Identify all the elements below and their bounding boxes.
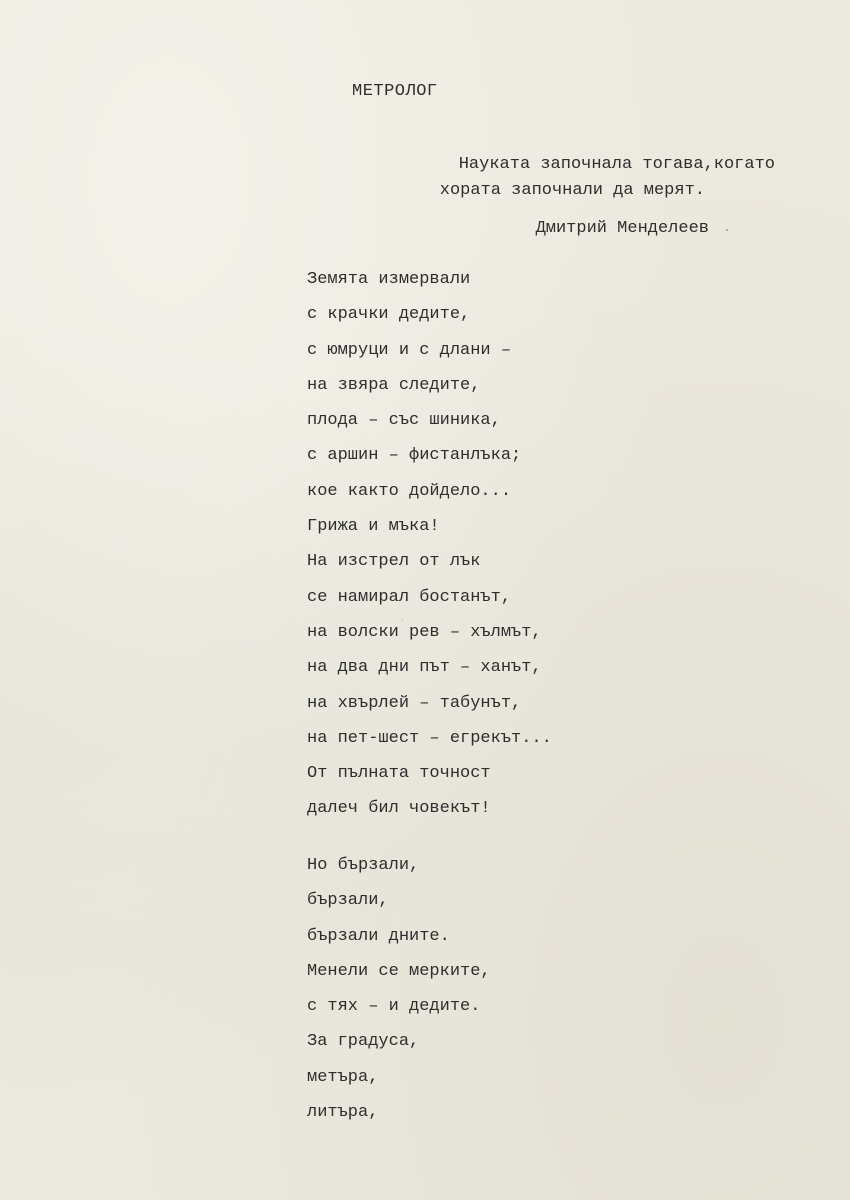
poem-line: На изстрел от лък: [307, 552, 481, 572]
epigraph-author: Дмитрий Менделеев: [535, 219, 709, 238]
poem-line: с юмруци и с длани –: [307, 340, 512, 360]
epigraph: [0, 152, 775, 242]
epigraph-line: хората започнали да мерят.: [439, 181, 705, 200]
poem-line: Земята измервали: [307, 270, 471, 289]
poem-line: на хвърлей – табунът,: [307, 693, 522, 713]
poem-line: се намирал бостанът,: [307, 587, 512, 607]
poem-title: МЕТРОЛОГ: [352, 82, 438, 101]
stanza-2: [307, 848, 491, 1130]
poem-line: на звяра следите,: [307, 375, 481, 395]
poem-line: От пълната точност: [307, 764, 491, 784]
poem-line: на волски рев – хълмът,: [307, 622, 542, 642]
poem-line: кое както дойдело...: [307, 481, 512, 501]
paper-speck: [726, 229, 728, 231]
poem-line: метъра,: [307, 1067, 379, 1087]
poem-line: литъра,: [307, 1103, 379, 1123]
poem-line: бързали дните.: [307, 926, 450, 946]
poem-line: плода – със шиника,: [307, 411, 501, 431]
poem-line: на два дни път – ханът,: [307, 658, 542, 678]
poem-line: с крачки дедите,: [307, 305, 471, 325]
poem-line: с тях – и дедите.: [307, 997, 481, 1017]
poem-line: бързали,: [307, 891, 389, 911]
poem-line: Менели се мерките,: [307, 961, 491, 981]
poem-line: Грижа и мъка!: [307, 517, 440, 537]
poem-line: с аршин – фистанлъка;: [307, 446, 522, 466]
poem-line: далеч бил човекът!: [307, 799, 491, 819]
epigraph-line: Науката започнала тогава,когато: [458, 155, 775, 174]
stanza-1: [307, 262, 552, 827]
poem-line: Но бързали,: [307, 856, 420, 875]
paper-speck: [402, 620, 403, 621]
poem-line: на пет-шест – егрекът...: [307, 728, 552, 748]
poem-line: За градуса,: [307, 1032, 420, 1052]
